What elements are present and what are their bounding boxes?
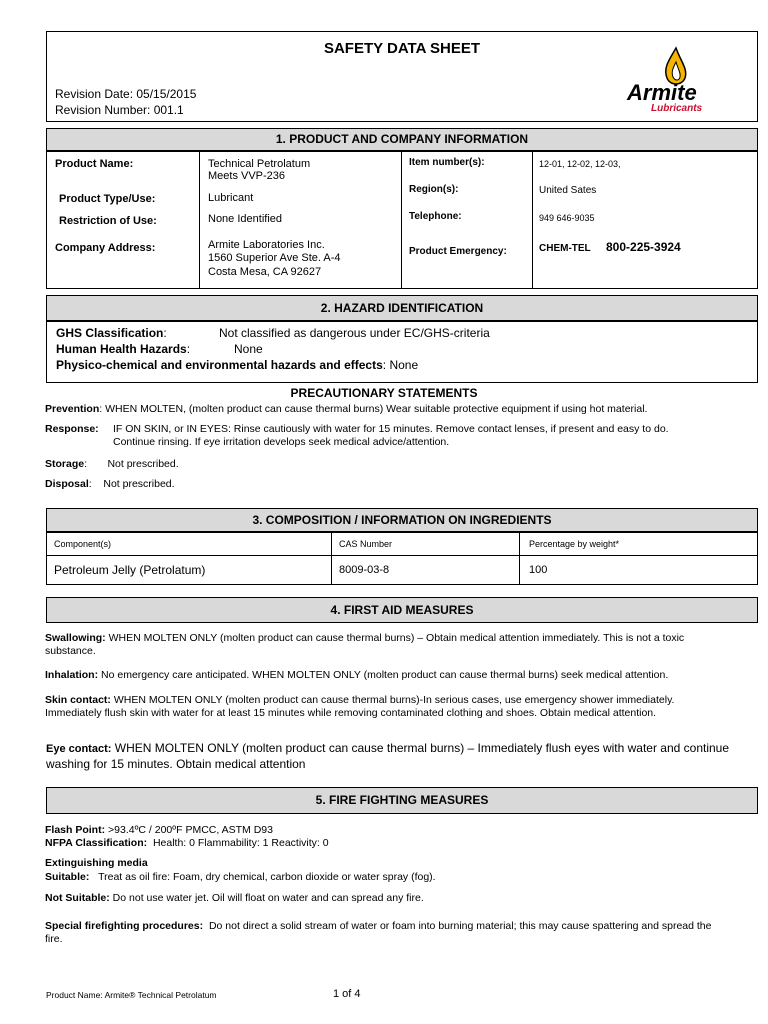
col-component: Component(s)	[54, 539, 112, 549]
health-label: Human Health Hazards	[56, 342, 187, 356]
swallowing-label: Swallowing:	[45, 632, 106, 644]
address-line2: 1560 Superior Ave Ste. A-4	[208, 252, 341, 264]
ghs-value: Not classified as dangerous under EC/GHS-criteria	[219, 326, 490, 340]
percentage-value: 100	[529, 564, 548, 576]
response-line1: IF ON SKIN, or IN EYES: Rinse cautiously with water for 15 minutes. Remove contact lenses, if present and easy to do.	[113, 423, 669, 435]
inhalation-text: No emergency care anticipated. WHEN MOLTEN ONLY (molten product can cause thermal burns) seek medical attention.	[101, 669, 669, 681]
armite-logo	[621, 42, 731, 122]
storage-row: Storage: Not prescribed.	[45, 458, 179, 470]
region-label: Region(s):	[409, 184, 459, 195]
item-value: 12-01, 12-02, 12-03,	[539, 159, 621, 169]
col-percentage: Percentage by weight*	[529, 539, 620, 549]
restriction-value: None Identified	[208, 213, 282, 225]
address-line3: Costa Mesa, CA 92627	[208, 266, 322, 278]
page-number: 1 of 4	[333, 988, 361, 1000]
suitable-row	[45, 871, 720, 884]
emergency-label: Product Emergency:	[409, 246, 507, 257]
swallowing-row	[45, 632, 725, 658]
inhalation-label: Inhalation:	[45, 669, 99, 681]
revision-number: Revision Number: 001.1	[55, 103, 184, 117]
suitable-label: Suitable:	[45, 871, 90, 883]
section-2-heading: 2. HAZARD IDENTIFICATION	[46, 295, 758, 321]
inhalation-row	[45, 669, 735, 682]
prevention-row: Prevention: WHEN MOLTEN, (molten product can cause thermal burns) Wear suitable protective equipment if using hot material.	[45, 403, 648, 415]
footer-product-name: Product Name: Armite® Technical Petrolatum	[46, 990, 217, 1000]
disposal-text: Not prescribed.	[103, 478, 175, 490]
physico-row: Physico-chemical and environmental hazards and effects: None	[56, 358, 419, 372]
special-text: Do not direct a solid stream of water or foam into burning material; this may cause spattering and spread the fire.	[45, 920, 712, 945]
product-type-value: Lubricant	[208, 192, 254, 204]
eye-label: Eye contact:	[46, 743, 112, 755]
emergency-number: 800-225-3924	[606, 240, 681, 254]
not-suitable-label: Not Suitable:	[45, 892, 110, 904]
product-name-line2: Meets VVP-236	[208, 170, 286, 182]
item-label: Item number(s):	[409, 157, 485, 168]
composition-table	[46, 532, 758, 585]
document-title: SAFETY DATA SHEET	[323, 40, 481, 57]
emergency-provider: CHEM-TEL	[539, 243, 591, 254]
skin-text: WHEN MOLTEN ONLY (molten product can cause thermal burns)-In serious cases, use emergency shower immediately. Immediately flush skin with water for at least 15 minutes while removing contaminated clothing and shoes. Obtain medical attention.	[45, 694, 675, 719]
health-row: Human Health Hazards:	[56, 342, 191, 356]
region-value: United Sates	[539, 185, 597, 196]
skin-contact-row	[45, 694, 725, 720]
logo-subtitle: Lubricants	[651, 103, 703, 114]
nfpa-label: NFPA Classification:	[45, 837, 148, 849]
prevention-label: Prevention	[45, 403, 100, 415]
revision-date: Revision Date: 05/15/2015	[55, 87, 197, 101]
storage-text: Not prescribed.	[107, 458, 179, 470]
skin-label: Skin contact:	[45, 694, 111, 706]
section-5-heading: 5. FIRE FIGHTING MEASURES	[46, 787, 758, 814]
suitable-text: Treat as oil fire: Foam, dry chemical, carbon dioxide or water spray (fog).	[98, 871, 436, 883]
product-name-label: Product Name:	[55, 158, 134, 170]
physico-value: None	[389, 358, 419, 372]
ghs-row: GHS Classification:	[56, 326, 167, 340]
product-type-label: Product Type/Use:	[59, 193, 156, 205]
extinguishing-label: Extinguishing media	[45, 857, 148, 869]
logo-wordmark: Armite	[627, 80, 697, 105]
ghs-label: GHS Classification	[56, 326, 164, 340]
document-header	[46, 31, 758, 122]
address-label: Company Address:	[55, 242, 156, 254]
prevention-text: WHEN MOLTEN, (molten product can cause thermal burns) Wear suitable protective equipment if using hot material.	[105, 403, 648, 415]
nfpa-row	[45, 837, 720, 850]
nfpa-value: Health: 0 Flammability: 1 Reactivity: 0	[152, 837, 329, 849]
component-value: Petroleum Jelly (Petrolatum)	[54, 563, 206, 577]
swallowing-text: WHEN MOLTEN ONLY (molten product can cause thermal burns) – Obtain medical attention immediately. This is not a toxic substance.	[45, 632, 685, 657]
storage-label: Storage	[45, 458, 85, 470]
not-suitable-text: Do not use water jet. Oil will float on water and can spread any fire.	[112, 892, 424, 904]
disposal-row: Disposal: Not prescribed.	[45, 478, 175, 490]
precautionary-heading: PRECAUTIONARY STATEMENTS	[290, 386, 478, 400]
telephone-label: Telephone:	[409, 211, 462, 222]
response-line2: Continue rinsing. If eye irritation develops seek medical advice/attention.	[113, 436, 450, 448]
eye-contact-row	[46, 741, 736, 772]
address-line1: Armite Laboratories Inc.	[208, 239, 325, 251]
special-label: Special firefighting procedures:	[45, 920, 204, 932]
physico-label: Physico-chemical and environmental hazards and effects	[56, 358, 383, 372]
special-procedures-row	[45, 920, 725, 946]
col-cas: CAS Number	[339, 539, 393, 549]
cas-value: 8009-03-8	[339, 564, 390, 576]
product-name-line1: Technical Petrolatum	[208, 158, 311, 170]
not-suitable-row	[45, 892, 720, 905]
health-value: None	[234, 342, 263, 356]
restriction-label: Restriction of Use:	[59, 215, 157, 227]
eye-text: WHEN MOLTEN ONLY (molten product can cause thermal burns) – Immediately flush eyes with water and continue washing for 15 minutes. Obtain medical attention	[46, 741, 730, 771]
flash-value: >93.4ºC / 200ºF PMCC, ASTM D93	[108, 824, 273, 836]
disposal-label: Disposal	[45, 478, 89, 490]
section-4-heading: 4. FIRST AID MEASURES	[46, 597, 758, 623]
section-3-heading: 3. COMPOSITION / INFORMATION ON INGREDIENTS	[46, 508, 758, 532]
flash-label: Flash Point:	[45, 824, 106, 836]
section-1-heading: 1. PRODUCT AND COMPANY INFORMATION	[46, 128, 758, 151]
response-label: Response:	[45, 423, 99, 435]
telephone-value: 949 646-9035	[539, 213, 595, 223]
flash-point-row	[45, 824, 720, 837]
